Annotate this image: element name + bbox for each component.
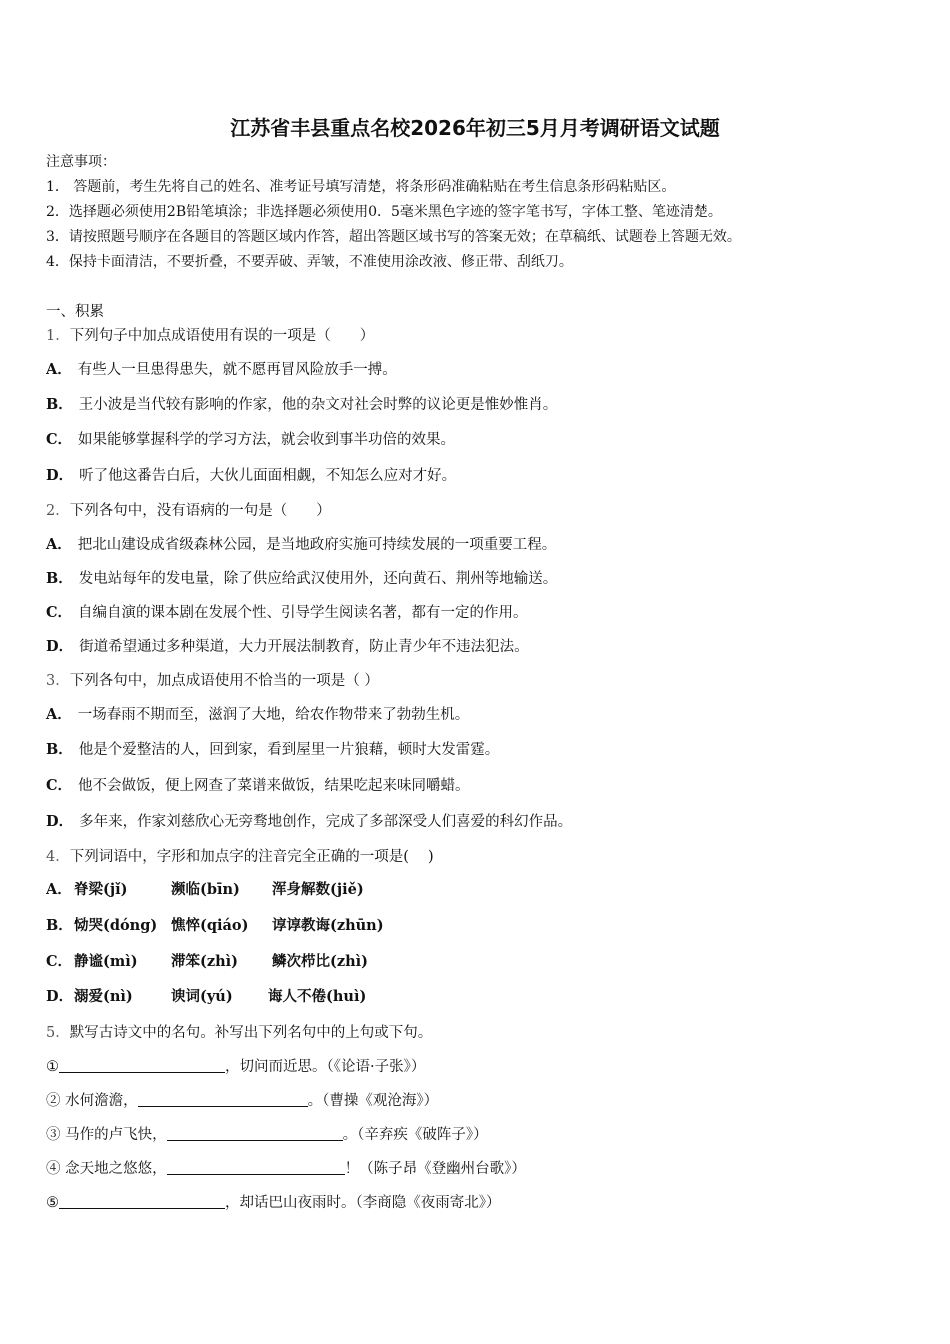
question-2-stem (46, 501, 331, 521)
fill-suffix: ！（陈子昂《登幽州台歌》） (344, 1161, 526, 1177)
notice-item-2: 2．选择题必须使用2B铅笔填涂；非选择题必须使用0．5毫米黑色字迹的签字笔书写，字体工整、笔迹清楚。 (46, 204, 722, 220)
option-text: 他是个爱整洁的人，回到家，看到屋里一片狼藉，顿时大发雷霆。 (78, 742, 500, 758)
fill-prefix: ④ 念天地之悠悠， (46, 1161, 167, 1177)
fill-item-5 (46, 1193, 501, 1213)
option-text: 王小波是当代较有影响的作家，他的杂文对社会时弊的议论更是惟妙惟肖。 (78, 397, 558, 413)
fill-item-2 (46, 1091, 438, 1111)
option-text: 街道希望通过多种渠道，大力开展法制教育，防止青少年不违法犯法。 (79, 639, 529, 655)
option-text: 自编自演的课本剧在发展个性、引导学生阅读名著，都有一定的作用。 (78, 605, 528, 621)
question-3-option-c[interactable] (46, 776, 470, 796)
question-4-option-b[interactable] (46, 916, 384, 936)
question-1-option-d[interactable] (46, 466, 456, 486)
question-1-stem (46, 326, 374, 346)
option-label: A． (46, 536, 72, 553)
option-word: 脊梁(jǐ) (74, 881, 128, 898)
fill-blank[interactable] (59, 1057, 225, 1073)
option-text: 如果能够掌握科学的学习方法，就会收到事半功倍的效果。 (78, 432, 456, 448)
question-text: 默写古诗文中的名句。补写出下列名句中的上句或下句。 (69, 1025, 433, 1041)
fill-item-3 (46, 1125, 488, 1145)
option-text: 发电站每年的发电量，除了供应给武汉使用外，还向黄石、荆州等地输送。 (78, 571, 558, 587)
question-number: 1． (46, 328, 70, 344)
option-label: D． (46, 813, 74, 830)
option-label: D． (46, 467, 74, 484)
option-label: B． (46, 570, 73, 587)
question-4-option-a[interactable] (46, 880, 364, 900)
question-2-option-c[interactable] (46, 603, 528, 623)
option-label: A． (46, 706, 72, 723)
option-text: 把北山建设成省级森林公园，是当地政府实施可持续发展的一项重要工程。 (77, 537, 557, 553)
question-1-option-c[interactable] (46, 430, 455, 450)
fill-item-4 (46, 1159, 526, 1179)
fill-prefix: ③ 马作的卢飞快， (46, 1127, 167, 1143)
option-label: C． (46, 431, 73, 448)
question-3-option-a[interactable] (46, 705, 469, 725)
question-2-option-b[interactable] (46, 569, 557, 589)
question-number: 2． (46, 503, 70, 519)
option-word: 浑身解数(jiě) (272, 881, 364, 898)
notice-item-3: 3．请按照题号顺序在各题目的答题区域内作答，超出答题区域书写的答案无效；在草稿纸、试题卷上答题无效。 (46, 229, 741, 245)
fill-prefix: ② 水何澹澹， (46, 1093, 138, 1109)
notice-item-1: 1． 答题前，考生先将自己的姓名、准考证号填写清楚，将条形码准确粘贴在考生信息条形码粘贴区。 (46, 179, 676, 195)
option-label: A． (46, 361, 72, 378)
option-label: C． (46, 604, 73, 621)
question-text: 下列句子中加点成语使用有误的一项是（ ） (69, 328, 375, 344)
option-word: 鳞次栉比(zhì) (272, 953, 369, 970)
fill-blank[interactable] (59, 1193, 225, 1209)
question-text: 下列词语中，字形和加点字的注音完全正确的一项是( ) (69, 849, 434, 865)
question-4-option-c[interactable] (46, 952, 368, 972)
option-text: 一场春雨不期而至，滋润了大地，给农作物带来了勃勃生机。 (77, 707, 470, 723)
option-word: 静谧(mì) (74, 953, 138, 970)
option-word: 濒临(bīn) (171, 881, 240, 898)
fill-item-1 (46, 1057, 425, 1077)
fill-prefix: ① (46, 1059, 59, 1075)
fill-prefix: ⑤ (46, 1195, 59, 1211)
question-number: 5． (46, 1025, 70, 1041)
option-label: D． (46, 638, 74, 655)
question-4-stem (46, 847, 434, 867)
question-5-stem (46, 1023, 432, 1043)
option-word: 谆谆教诲(zhūn) (272, 917, 384, 934)
question-4-option-d[interactable] (46, 987, 366, 1007)
question-1-option-b[interactable] (46, 395, 557, 415)
option-label: B． (46, 741, 73, 758)
option-label: C． (46, 777, 73, 794)
question-3-option-b[interactable] (46, 740, 499, 760)
option-label: A． (46, 881, 72, 898)
question-2-option-a[interactable] (46, 535, 556, 555)
page-title: 江苏省丰县重点名校2026年初三5月月考调研语文试题 (230, 116, 720, 140)
question-text: 下列各句中，没有语病的一句是（ ） (69, 503, 331, 519)
fill-blank[interactable] (167, 1159, 345, 1175)
question-3-stem (46, 671, 379, 691)
question-1-option-a[interactable] (46, 360, 397, 380)
question-number: 3． (46, 673, 70, 689)
fill-blank[interactable] (167, 1125, 343, 1141)
option-word: 恸哭(dóng) (74, 917, 158, 934)
fill-suffix: ，切问而近思。（《论语·子张》） (225, 1059, 426, 1075)
option-word: 憔悴(qiáo) (171, 917, 249, 934)
fill-suffix: 。（辛弃疾《破阵子》） (342, 1127, 488, 1143)
section-heading: 一、积累 (46, 304, 104, 320)
fill-blank[interactable] (138, 1091, 308, 1107)
option-word: 诲人不倦(huì) (268, 988, 367, 1005)
question-number: 4． (46, 849, 70, 865)
option-text: 听了他这番告白后，大伙儿面面相觑，不知怎么应对才好。 (79, 468, 457, 484)
option-label: B． (46, 396, 73, 413)
question-2-option-d[interactable] (46, 637, 529, 657)
fill-suffix: 。（曹操《观沧海》） (307, 1093, 439, 1109)
option-label: C． (46, 953, 73, 970)
option-word: 滞笨(zhì) (171, 953, 239, 970)
fill-suffix: ，却话巴山夜雨时。（李商隐《夜雨寄北》） (225, 1195, 501, 1211)
option-word: 谀词(yú) (171, 988, 233, 1005)
option-word: 溺爱(nì) (74, 988, 133, 1005)
notice-heading: 注意事项： (46, 154, 116, 170)
notice-item-4: 4．保持卡面清洁，不要折叠，不要弄破、弄皱，不准使用涂改液、修正带、刮纸刀。 (46, 254, 573, 270)
question-3-option-d[interactable] (46, 812, 572, 832)
option-text: 多年来，作家刘慈欣心无旁骛地创作，完成了多部深受人们喜爱的科幻作品。 (79, 814, 573, 830)
option-label: B． (46, 917, 73, 934)
question-text: 下列各句中，加点成语使用不恰当的一项是（ ） (69, 673, 379, 689)
option-text: 有些人一旦患得患失，就不愿再冒风险放手一搏。 (77, 362, 397, 378)
option-text: 他不会做饭，便上网查了菜谱来做饭，结果吃起来味同嚼蜡。 (78, 778, 470, 794)
option-label: D． (46, 988, 74, 1005)
